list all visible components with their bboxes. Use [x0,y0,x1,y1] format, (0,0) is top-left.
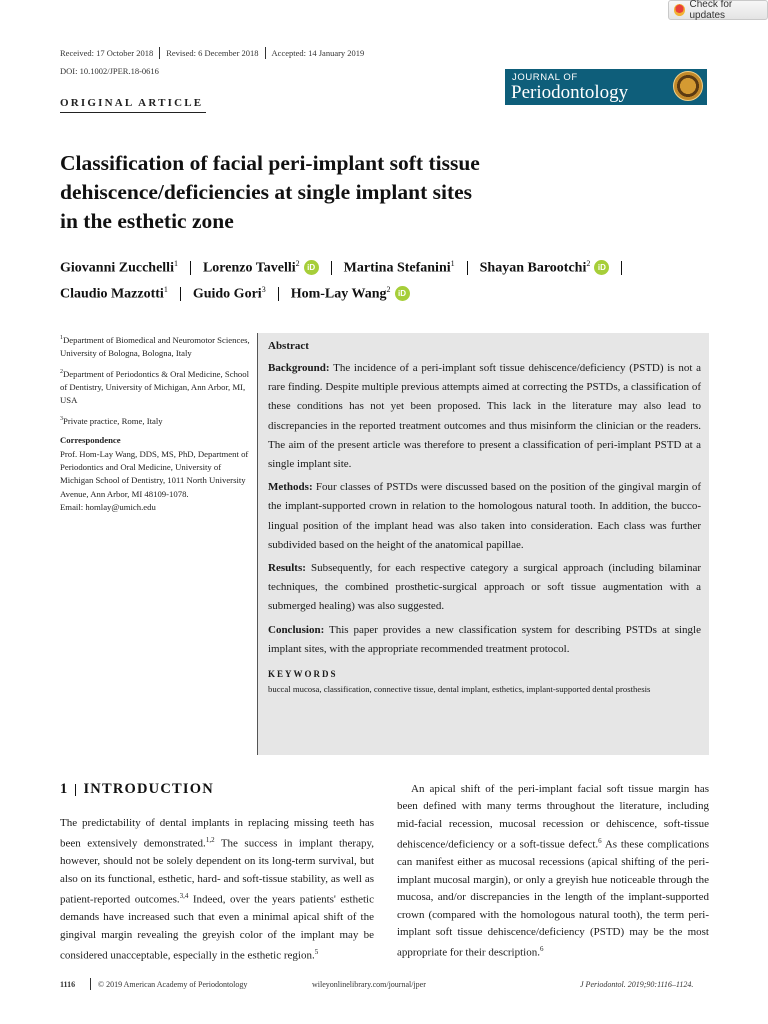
footer-url[interactable]: wileyonlinelibrary.com/journal/jper [312,980,426,989]
divider [331,261,332,275]
intro-paragraph-right: An apical shift of the peri-implant facial soft tissue margin has been defined with many terms throughout the literature, including mid-facial recession, mucosal recession or dehiscence, soft-tissue dehiscence/deficiency or a soft-tissue defect.$^6$ As these complications can manifest either as mucosal recessions (apical shifting of the peri-implant mucosal margin), or only a greyish hue noticeable through the mucosa, and/or discrepancies in the length of the implant-supported crown (compared with the homologous natural tooth), the term peri-implant soft tissue dehiscence/deficiency (PSTD) may be the most appropriate for their description.$^6$ [397,783,709,959]
title-line: in the esthetic zone [60,209,234,233]
affiliation: $^2$Department of Periodontics & Oral Medicine, School of Dentistry, University of Michigan, Ann Arbor, MI, USA [60,368,250,406]
citation-ref[interactable]: 5 [314,948,319,957]
author-name[interactable]: Martina Stefanini$^1$ [343,259,455,276]
citation-ref[interactable]: 6 [539,945,544,954]
divider [467,261,468,275]
footer-citation: J Periodontol. 2019;90:1116–1124. [580,980,694,989]
revised-date: Revised: 6 December 2018 [166,48,259,58]
journal-logo-line2: Periodontology [511,82,629,103]
orcid-icon[interactable]: iD [594,260,609,275]
correspondence-email[interactable]: Email: homlay@umich.edu [60,502,156,513]
divider [265,47,266,59]
orcid-icon[interactable]: iD [395,286,410,301]
divider [180,287,181,301]
footer-copyright: © 2019 American Academy of Periodontology [98,980,248,989]
doi[interactable]: DOI: 10.1002/JPER.18-0616 [60,66,159,76]
aap-seal-icon [673,71,703,101]
author-name[interactable]: Guido Gori$^3$ [192,285,266,302]
author-list-line1 [60,259,634,277]
citation-ref[interactable]: 3,4 [179,892,189,901]
abstract-box [257,333,709,755]
section-heading-introduction: 1 INTRODUCTION [60,781,214,797]
title-line: dehiscence/deficiencies at single implant sites [60,180,473,204]
abstract-title: Abstract [268,340,309,352]
check-for-updates-label: Check for updates [689,0,733,21]
citation-ref[interactable]: 1,2 [205,836,215,845]
affiliations [60,332,250,515]
abstract-conclusion: Conclusion: This paper provides a new classification system for describing PSTDs at single implant sites, with the appropriate recommended treatment protocol. [268,623,701,655]
correspondence-heading: Correspondence [60,435,121,446]
divider [278,287,279,301]
title-line: Classification of facial peri-implant soft tissue [60,151,480,175]
author-list-line2 [60,285,410,303]
article-title [60,149,580,236]
footer-divider [90,978,91,990]
check-for-updates-button[interactable] [668,0,768,20]
received-date: Received: 17 October 2018 [60,48,154,58]
author-name[interactable]: Shayan Barootchi$^2$ [479,259,591,276]
divider [159,47,160,59]
divider [621,261,622,275]
author-name[interactable]: Lorenzo Tavelli$^2$ [202,259,300,276]
abstract-results: Results: Subsequently, for each respective category a surgical approach (including bilaminar techniques, the combined prosthetic-surgical approach or soft tissue augmentation with a submerged healing) was also suggested. [268,562,702,613]
abstract-background: Background: The incidence of a peri-implant soft tissue dehiscence/deficiency (PSTD) is not a rare finding. Despite multiple previous attempts aimed at correcting the PSTDs, a classification of these conditions has not yet been proposed. This lack in the literature may also lead to discrepancies in the reported treatment outcomes and thus misinform the clinician or the readers. The aim of the present article was therefore to present a classification of peri-implant PSTD at a single implant site. [268,362,701,471]
affiliation: $^3$Private practice, Rome, Italy [60,415,163,426]
journal-logo-line1: JOURNAL OF [512,72,578,83]
affiliation: $^1$Department of Biomedical and Neuromotor Sciences, University of Bologna, Bologna, Italy [60,334,250,359]
divider [190,261,191,275]
keywords-heading: KEYWORDS [268,669,338,680]
author-name[interactable]: Giovanni Zucchelli$^1$ [60,259,178,276]
update-badge-icon [674,4,685,16]
author-name[interactable]: Claudio Mazzotti$^1$ [60,285,168,302]
section-rule [60,112,206,113]
citation-ref[interactable]: 6 [598,837,602,846]
journal-logo[interactable] [505,69,707,105]
abstract-methods: Methods: Four classes of PSTDs were discussed based on the position of the gingival margin of the implant-supported crown in relation to the homologous natural tooth. In addition, the bucco-lingual position of the implant head was also taken into consideration. Each class was further subdivided based on the height of the anatomical papillae. [268,481,702,551]
correspondence-text: Prof. Hom-Lay Wang, DDS, MS, PhD, Department of Periodontics and Oral Medicine, University of Michigan School of Dentistry, 1011 North University Avenue, Ann Arbor, MI 48109-1078. [60,448,249,499]
page-number: 1116 [60,980,76,989]
orcid-icon[interactable]: iD [304,260,319,275]
article-dates [60,47,364,59]
keywords-list: buccal mucosa, classification, connective tissue, dental implant, esthetics, implant-supported dental prosthesis [268,684,651,695]
intro-paragraph-left: The predictability of dental implants in replacing missing teeth has been extensively demonstrated.$^{1,2}$ The success in implant therapy, however, should not be solely dependent on its long-term survival, but also on its functional, esthetic, hard- and soft-tissue stability, as well as patient-reported outcomes.$^{3,4}$ Indeed, over the years patients' esthetic demands have increased such that even a minimal apical shift of the gingival margin revealing the greyish color of the implant may be considered unacceptable, especially in the esthetic region.$^5$ [60,817,374,962]
accepted-date: Accepted: 14 January 2019 [271,48,365,58]
author-name[interactable]: Hom-Lay Wang$^2$ [290,285,391,302]
section-label: ORIGINAL ARTICLE [60,97,204,109]
